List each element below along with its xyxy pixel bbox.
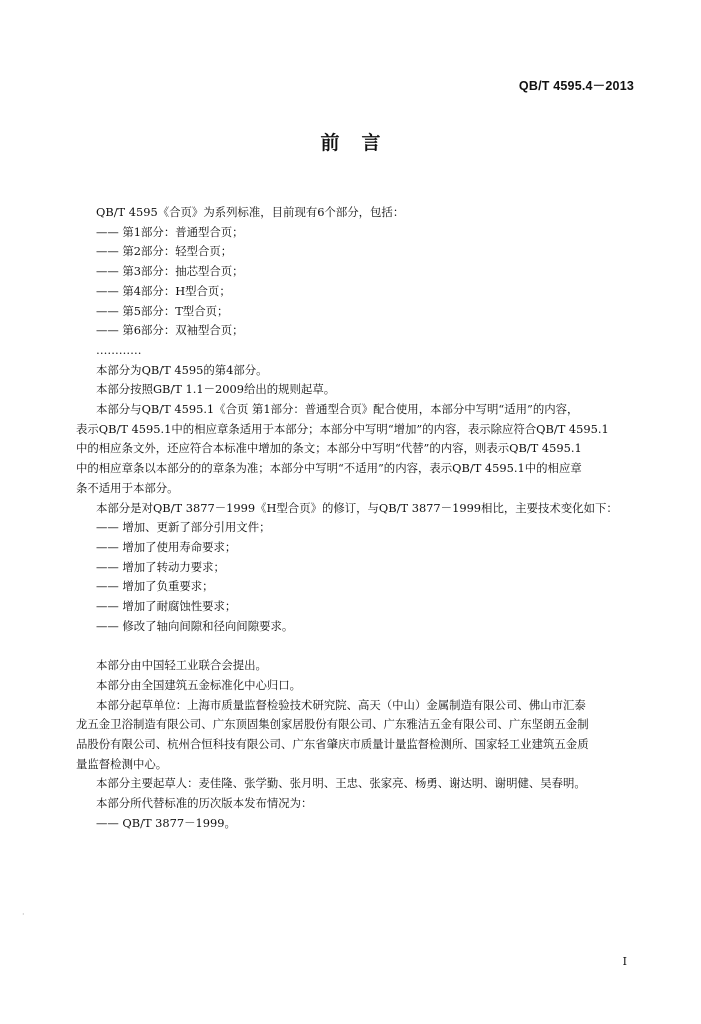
page-number: I — [622, 955, 627, 968]
list-item: —— 增加了耐腐蚀性要求； — [96, 599, 237, 614]
list-item: —— 增加了负重要求； — [96, 579, 214, 594]
paragraph-line: 中的相应章条以本部分的的章条为准；本部分中写明“不适用”的内容，表示QB/T 4595.1中的相应章 — [76, 461, 582, 476]
paragraph-line: 本部分主要起草人：麦佳隆、张学勤、张月明、王忠、张家亮、杨勇、谢达明、谢明健、吴春明。 — [96, 776, 586, 791]
paragraph-line: 本部分与QB/T 4595.1《合页 第1部分：普通型合页》配合使用，本部分中写明“适用”的内容， — [96, 402, 579, 417]
list-item: —— 增加了使用寿命要求； — [96, 539, 237, 554]
paragraph-line: 条不适用于本部分。 — [76, 480, 179, 495]
list-item: —— QB/T 3877－1999。 — [96, 815, 236, 830]
scan-dot: · — [22, 910, 25, 919]
list-item: —— 修改了轴向间隙和径向间隙要求。 — [96, 618, 294, 633]
paragraph-line: 本部分是对QB/T 3877－1999《H型合页》的修订，与QB/T 3877－1999相比，主要技术变化如下： — [96, 500, 618, 515]
paragraph-line: 本部分为QB/T 4595的第4部分。 — [96, 362, 268, 377]
paragraph-line: 本部分由中国轻工业联合会提出。 — [96, 658, 267, 673]
list-item: —— 第3部分：抽芯型合页； — [96, 264, 244, 279]
document-body — [76, 203, 636, 833]
paragraph-line: 龙五金卫浴制造有限公司、广东顶固集创家居股份有限公司、广东雅洁五金有限公司、广东坚朗五金制 — [76, 717, 589, 732]
list-item: —— 增加了转动力要求； — [96, 559, 225, 574]
list-item: —— 第4部分：H型合页； — [96, 283, 231, 298]
paragraph-line: QB/T 4595《合页》为系列标准，目前现有6个部分，包括： — [96, 205, 405, 219]
blank-line — [76, 636, 636, 656]
paragraph-line: 表示QB/T 4595.1中的相应章条适用于本部分；本部分中写明“增加”的内容，表示除应符合QB/T 4595.1 — [76, 421, 609, 436]
paragraph-line: 本部分起草单位：上海市质量监督检验技术研究院、高天（中山）金属制造有限公司、佛山市汇泰 — [96, 697, 586, 712]
list-item: —— 第5部分：T型合页； — [96, 303, 229, 318]
ellipsis-line: ………… — [96, 342, 142, 357]
list-item: —— 第2部分：轻型合页； — [96, 244, 233, 259]
list-item: —— 增加、更新了部分引用文件； — [96, 520, 271, 535]
list-item: —— 第1部分：普通型合页； — [96, 224, 244, 239]
paragraph-line: 本部分由全国建筑五金标准化中心归口。 — [96, 677, 302, 692]
paragraph-line: 量监督检测中心。 — [76, 756, 168, 771]
paragraph-line: 本部分按照GB/T 1.1－2009给出的规则起草。 — [96, 382, 336, 397]
standard-code: QB/T 4595.4－2013 — [518, 79, 634, 93]
paragraph-line: 中的相应条文外，还应符合本标准中增加的条文；本部分中写明“代替”的内容，则表示QB/T 4595.1 — [76, 441, 582, 456]
list-item: —— 第6部分：双袖型合页； — [96, 323, 244, 338]
page-title: 前言 — [320, 132, 403, 154]
paragraph-line: 本部分所代替标准的历次版本发布情况为： — [96, 796, 313, 811]
paragraph-line: 品股份有限公司、杭州合恒科技有限公司、广东省肇庆市质量计量监督检测所、国家轻工业建筑五金质 — [76, 736, 589, 751]
